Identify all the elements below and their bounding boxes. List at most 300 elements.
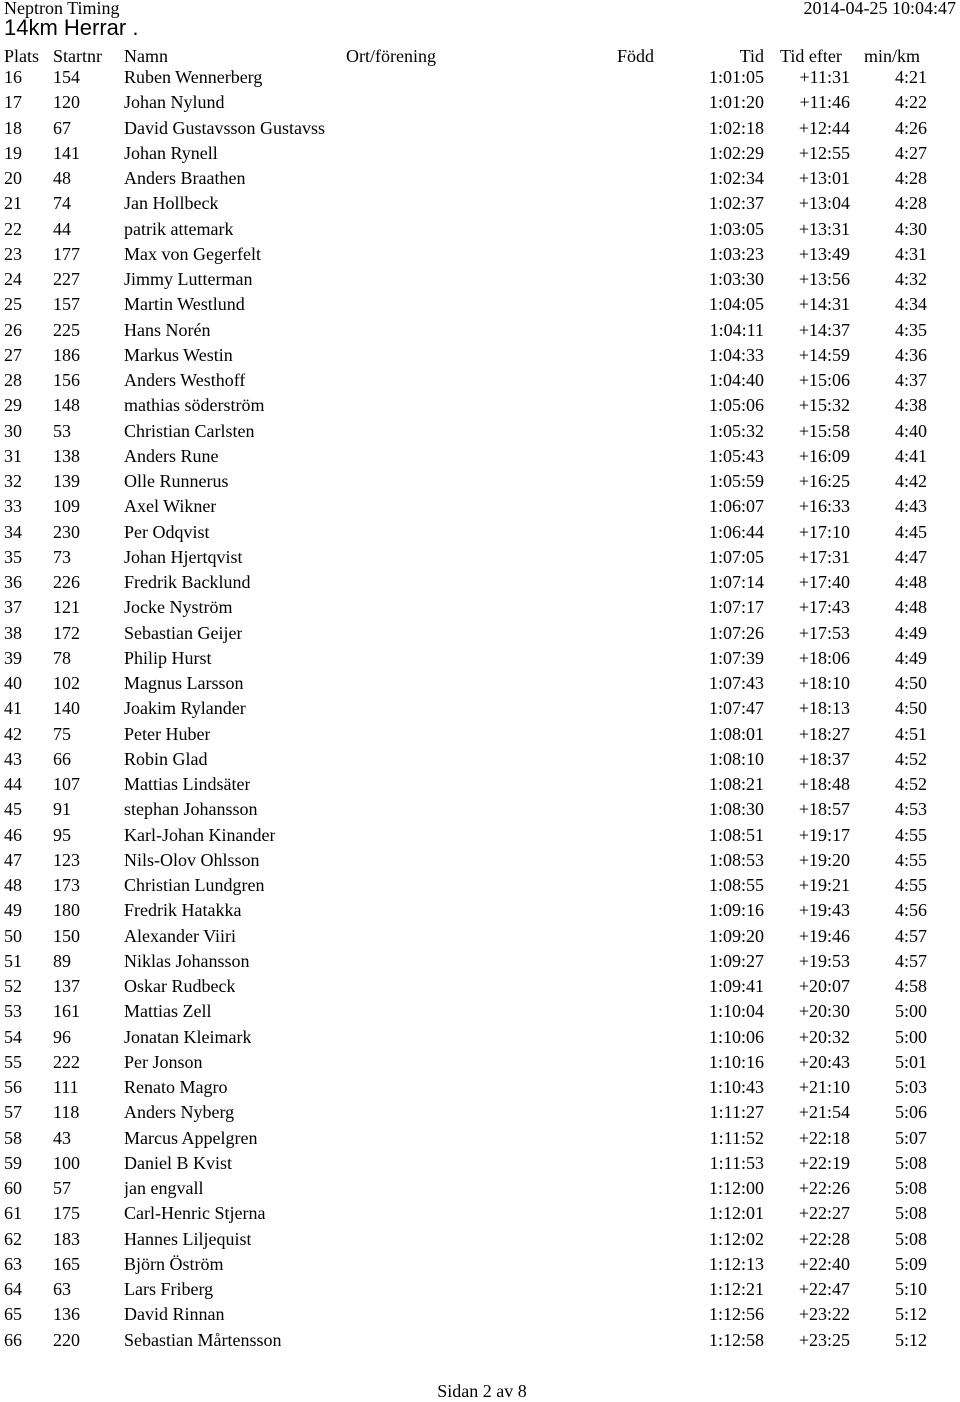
result-startnr: 227: [53, 269, 80, 289]
result-startnr: 95: [53, 824, 71, 845]
result-startnr: 43: [53, 1127, 71, 1148]
result-namn: Joakim Rylander: [124, 698, 246, 719]
result-tid: 1:02:29: [708, 142, 764, 163]
table-row: [0, 1328, 960, 1353]
result-namn: Renato Magro: [124, 1077, 228, 1097]
result-plats: 29: [4, 395, 22, 416]
result-plats: 35: [4, 546, 22, 567]
result-tid-efter: +17:53: [798, 622, 850, 643]
result-namn: Carl-Henric Stjerna: [124, 1203, 266, 1224]
result-tid: 1:11:53: [709, 1152, 764, 1173]
table-row: [0, 65, 960, 90]
result-tid-efter: +19:53: [798, 950, 850, 971]
result-plats: 31: [4, 445, 22, 466]
table-row: [0, 242, 960, 267]
result-namn: Christian Lundgren: [124, 875, 265, 895]
result-startnr: 173: [53, 875, 80, 895]
result-min-km: 5:08: [894, 1203, 927, 1224]
result-tid: 1:09:27: [708, 950, 764, 971]
result-namn: Anders Braathen: [124, 168, 246, 188]
table-row: [0, 595, 960, 620]
result-startnr: 230: [53, 521, 80, 542]
result-tid-efter: +14:59: [798, 344, 850, 365]
result-min-km: 4:37: [894, 370, 927, 390]
result-tid: 1:03:05: [708, 218, 764, 239]
table-row: [0, 848, 960, 873]
result-plats: 63: [4, 1253, 22, 1274]
column-header-startnr: Startnr: [53, 46, 102, 66]
result-startnr: 157: [53, 294, 80, 315]
result-plats: 66: [4, 1329, 22, 1350]
result-tid-efter: +22:27: [798, 1203, 850, 1224]
result-namn: Per Jonson: [124, 1051, 203, 1072]
result-tid: 1:04:11: [709, 319, 764, 340]
result-startnr: 154: [53, 67, 80, 87]
result-min-km: 4:52: [894, 748, 927, 769]
result-namn: Hans Norén: [124, 319, 211, 340]
result-tid-efter: +12:44: [798, 117, 850, 138]
result-startnr: 165: [53, 1253, 80, 1274]
table-row: [0, 1302, 960, 1327]
result-plats: 16: [4, 67, 22, 87]
result-min-km: 4:55: [894, 849, 927, 870]
result-plats: 37: [4, 597, 22, 618]
result-startnr: 73: [53, 546, 71, 567]
result-namn: Peter Huber: [124, 723, 211, 744]
result-min-km: 5:01: [894, 1051, 927, 1072]
result-tid-efter: +17:31: [798, 546, 850, 567]
result-min-km: 5:08: [894, 1178, 927, 1198]
page-footer: [0, 1381, 960, 1402]
result-min-km: 5:09: [894, 1253, 927, 1274]
result-min-km: 4:43: [894, 496, 927, 517]
result-tid: 1:08:55: [708, 875, 764, 895]
table-row: [0, 419, 960, 444]
result-plats: 58: [4, 1127, 22, 1148]
result-startnr: 96: [53, 1026, 71, 1047]
table-row: [0, 444, 960, 469]
result-min-km: 4:38: [894, 395, 927, 416]
result-min-km: 4:26: [894, 117, 927, 138]
result-tid-efter: +18:10: [798, 673, 850, 693]
result-tid: 1:04:40: [708, 370, 764, 390]
result-tid: 1:07:17: [708, 597, 764, 618]
result-startnr: 186: [53, 344, 80, 365]
table-row: [0, 1227, 960, 1252]
result-startnr: 137: [53, 976, 80, 996]
result-min-km: 4:40: [894, 420, 927, 441]
result-namn: Mattias Lindsäter: [124, 774, 251, 794]
table-row: [0, 949, 960, 974]
result-tid: 1:08:53: [708, 849, 764, 870]
table-row: [0, 898, 960, 923]
result-startnr: 141: [53, 142, 80, 163]
result-plats: 64: [4, 1279, 22, 1299]
result-tid-efter: +15:58: [798, 420, 850, 441]
table-row: [0, 1100, 960, 1125]
result-namn: Robin Glad: [124, 748, 208, 769]
result-tid: 1:10:04: [708, 1001, 764, 1022]
race-title: 14km Herrar .: [4, 15, 139, 40]
result-startnr: 111: [53, 1077, 79, 1097]
result-startnr: 220: [53, 1329, 80, 1350]
result-namn: Philip Hurst: [124, 647, 212, 668]
result-min-km: 4:27: [894, 142, 927, 163]
result-tid-efter: +20:32: [798, 1026, 850, 1047]
result-tid-efter: +14:31: [798, 294, 850, 315]
result-plats: 65: [4, 1304, 22, 1325]
result-namn: jan engvall: [124, 1178, 204, 1198]
result-startnr: 123: [53, 849, 80, 870]
result-startnr: 156: [53, 370, 80, 390]
result-tid-efter: +23:25: [798, 1329, 850, 1350]
column-header-plats: Plats: [4, 46, 40, 66]
result-min-km: 4:41: [894, 445, 927, 466]
table-row: [0, 141, 960, 166]
table-row: [0, 191, 960, 216]
result-min-km: 4:52: [894, 774, 927, 794]
result-startnr: 177: [53, 243, 80, 264]
table-row: [0, 90, 960, 115]
table-row: [0, 292, 960, 317]
result-plats: 47: [4, 849, 22, 870]
result-tid-efter: +19:46: [798, 925, 850, 946]
result-namn: Hannes Liljequist: [124, 1228, 252, 1249]
table-row: [0, 974, 960, 999]
result-min-km: 4:55: [894, 875, 927, 895]
result-tid: 1:11:27: [709, 1102, 764, 1123]
result-startnr: 100: [53, 1152, 80, 1173]
result-startnr: 140: [53, 698, 80, 719]
result-tid: 1:10:06: [708, 1026, 764, 1047]
result-plats: 51: [4, 950, 22, 971]
result-tid: 1:01:05: [708, 67, 764, 87]
result-tid-efter: +18:13: [798, 698, 850, 719]
result-min-km: 4:42: [894, 471, 927, 491]
result-plats: 42: [4, 723, 22, 744]
result-startnr: 53: [53, 420, 71, 441]
results-table: [0, 65, 960, 1353]
result-namn: Marcus Appelgren: [124, 1127, 258, 1148]
result-min-km: 5:00: [894, 1001, 927, 1022]
result-startnr: 121: [53, 597, 80, 618]
table-row: [0, 999, 960, 1024]
result-min-km: 4:45: [894, 521, 927, 542]
table-row: [0, 469, 960, 494]
result-plats: 20: [4, 168, 22, 188]
result-min-km: 4:50: [894, 698, 927, 719]
result-namn: Alexander Viiri: [124, 925, 237, 946]
result-startnr: 225: [53, 319, 80, 340]
result-plats: 54: [4, 1026, 22, 1047]
table-row: [0, 318, 960, 343]
result-tid: 1:03:23: [708, 243, 764, 264]
table-row: [0, 823, 960, 848]
result-tid-efter: +11:31: [799, 67, 850, 87]
table-row: [0, 722, 960, 747]
result-startnr: 150: [53, 925, 80, 946]
result-min-km: 4:51: [894, 723, 927, 744]
result-tid: 1:09:16: [708, 900, 764, 921]
result-namn: Johan Hjertqvist: [124, 546, 243, 567]
result-min-km: 5:12: [894, 1304, 927, 1325]
result-tid: 1:08:21: [708, 774, 764, 794]
result-tid: 1:05:06: [708, 395, 764, 416]
result-plats: 56: [4, 1077, 22, 1097]
result-plats: 27: [4, 344, 22, 365]
result-namn: stephan Johansson: [124, 799, 258, 820]
result-tid: 1:05:59: [708, 471, 764, 491]
result-plats: 34: [4, 521, 22, 542]
result-namn: mathias söderström: [124, 395, 265, 416]
table-row: [0, 873, 960, 898]
result-tid-efter: +17:10: [798, 521, 850, 542]
result-namn: Nils-Olov Ohlsson: [124, 849, 260, 870]
result-tid: 1:05:32: [708, 420, 764, 441]
result-tid: 1:12:58: [708, 1329, 764, 1350]
table-row: [0, 1201, 960, 1226]
result-tid-efter: +15:06: [798, 370, 850, 390]
result-plats: 46: [4, 824, 22, 845]
result-plats: 39: [4, 647, 22, 668]
result-tid: 1:06:44: [708, 521, 764, 542]
result-plats: 60: [4, 1178, 22, 1198]
result-startnr: 222: [53, 1051, 80, 1072]
result-tid-efter: +16:33: [798, 496, 850, 517]
result-tid: 1:03:30: [708, 269, 764, 289]
result-plats: 18: [4, 117, 22, 138]
result-min-km: 4:49: [894, 647, 927, 668]
result-min-km: 4:34: [894, 294, 927, 315]
result-tid-efter: +22:18: [798, 1127, 850, 1148]
result-tid: 1:04:05: [708, 294, 764, 315]
result-startnr: 91: [53, 799, 71, 820]
result-startnr: 78: [53, 647, 71, 668]
result-tid: 1:07:14: [708, 572, 764, 592]
result-startnr: 148: [53, 395, 80, 416]
result-tid-efter: +13:56: [798, 269, 850, 289]
result-namn: Niklas Johansson: [124, 950, 250, 971]
result-min-km: 4:53: [894, 799, 927, 820]
table-row: [0, 393, 960, 418]
column-header-fodd: Född: [617, 46, 655, 66]
result-startnr: 138: [53, 445, 80, 466]
result-tid-efter: +20:30: [798, 1001, 850, 1022]
column-header-tid-efter: Tid efter: [780, 46, 842, 66]
result-namn: Per Odqvist: [124, 521, 210, 542]
result-tid-efter: +19:21: [798, 875, 850, 895]
result-tid: 1:09:41: [708, 976, 764, 996]
result-min-km: 4:58: [894, 976, 927, 996]
result-namn: Christian Carlsten: [124, 420, 255, 441]
table-row: [0, 1050, 960, 1075]
table-row: [0, 696, 960, 721]
table-row: [0, 343, 960, 368]
result-startnr: 67: [53, 117, 71, 138]
result-plats: 32: [4, 471, 22, 491]
table-row: [0, 545, 960, 570]
result-plats: 28: [4, 370, 22, 390]
result-startnr: 226: [53, 572, 80, 592]
result-min-km: 4:31: [894, 243, 927, 264]
result-plats: 49: [4, 900, 22, 921]
result-tid: 1:10:43: [708, 1077, 764, 1097]
result-plats: 36: [4, 572, 22, 592]
result-tid: 1:07:39: [708, 647, 764, 668]
result-tid: 1:12:21: [708, 1279, 764, 1299]
column-header-ort: Ort/förening: [346, 46, 436, 66]
result-tid: 1:04:33: [708, 344, 764, 365]
result-min-km: 5:08: [894, 1152, 927, 1173]
result-tid-efter: +15:32: [798, 395, 850, 416]
table-row: [0, 924, 960, 949]
result-startnr: 172: [53, 622, 80, 643]
result-plats: 61: [4, 1203, 22, 1224]
result-namn: Jocke Nyström: [124, 597, 233, 618]
result-startnr: 183: [53, 1228, 80, 1249]
result-tid: 1:10:16: [708, 1051, 764, 1072]
result-tid-efter: +17:40: [798, 572, 850, 592]
result-min-km: 4:28: [894, 193, 927, 214]
result-tid-efter: +22:28: [798, 1228, 850, 1249]
result-tid-efter: +13:04: [798, 193, 850, 214]
result-namn: Magnus Larsson: [124, 673, 244, 693]
result-namn: Mattias Zell: [124, 1001, 212, 1022]
result-plats: 44: [4, 774, 22, 794]
result-min-km: 4:57: [894, 925, 927, 946]
result-tid-efter: +16:09: [798, 445, 850, 466]
result-namn: Johan Rynell: [124, 142, 218, 163]
result-min-km: 5:00: [894, 1026, 927, 1047]
result-startnr: 175: [53, 1203, 80, 1224]
result-namn: Fredrik Hatakka: [124, 900, 242, 921]
result-min-km: 4:22: [894, 92, 927, 113]
table-row: [0, 520, 960, 545]
result-tid-efter: +21:54: [798, 1102, 850, 1123]
result-min-km: 5:03: [894, 1077, 927, 1097]
result-tid-efter: +19:17: [798, 824, 850, 845]
result-plats: 50: [4, 925, 22, 946]
table-row: [0, 368, 960, 393]
table-row: [0, 1176, 960, 1201]
result-tid: 1:01:20: [708, 92, 764, 113]
result-tid-efter: +18:27: [798, 723, 850, 744]
table-row: [0, 797, 960, 822]
result-min-km: 4:55: [894, 824, 927, 845]
result-startnr: 118: [53, 1102, 80, 1123]
result-namn: Daniel B Kvist: [124, 1152, 232, 1173]
result-plats: 22: [4, 218, 22, 239]
result-startnr: 102: [53, 673, 80, 693]
result-namn: patrik attemark: [124, 218, 234, 239]
result-startnr: 120: [53, 92, 80, 113]
table-row: [0, 570, 960, 595]
result-namn: David Rinnan: [124, 1304, 225, 1325]
page-header: [0, 0, 960, 20]
result-tid-efter: +19:20: [798, 849, 850, 870]
table-row: [0, 621, 960, 646]
result-namn: Johan Nylund: [124, 92, 225, 113]
result-plats: 30: [4, 420, 22, 441]
result-namn: Jan Hollbeck: [124, 193, 219, 214]
result-tid-efter: +12:55: [798, 142, 850, 163]
result-min-km: 5:06: [894, 1102, 927, 1123]
result-startnr: 75: [53, 723, 71, 744]
result-tid-efter: +20:07: [798, 976, 850, 996]
result-plats: 48: [4, 875, 22, 895]
result-startnr: 109: [53, 496, 80, 517]
result-tid-efter: +22:40: [798, 1253, 850, 1274]
result-min-km: 4:56: [894, 900, 927, 921]
table-row: [0, 116, 960, 141]
result-tid: 1:12:56: [708, 1304, 764, 1325]
result-min-km: 4:48: [894, 572, 927, 592]
result-namn: Anders Rune: [124, 445, 219, 466]
result-tid-efter: +13:49: [798, 243, 850, 264]
column-header-min-km: min/km: [864, 46, 921, 66]
result-plats: 24: [4, 269, 22, 289]
result-plats: 40: [4, 673, 22, 693]
result-namn: Jonatan Kleimark: [124, 1026, 252, 1047]
result-startnr: 74: [53, 193, 71, 214]
table-row: [0, 772, 960, 797]
table-row: [0, 1025, 960, 1050]
timing-system-name: Neptron Timing: [4, 0, 120, 18]
result-min-km: 5:12: [894, 1329, 927, 1350]
column-header-tid: Tid: [739, 46, 764, 66]
result-plats: 59: [4, 1152, 22, 1173]
result-namn: Olle Runnerus: [124, 471, 229, 491]
result-namn: Max von Gegerfelt: [124, 243, 261, 264]
result-tid-efter: +23:22: [798, 1304, 850, 1325]
result-startnr: 180: [53, 900, 80, 921]
result-plats: 26: [4, 319, 22, 340]
table-row: [0, 267, 960, 292]
result-tid: 1:02:34: [708, 168, 764, 188]
result-min-km: 4:48: [894, 597, 927, 618]
result-min-km: 4:32: [894, 269, 927, 289]
result-min-km: 4:36: [894, 344, 927, 365]
result-plats: 25: [4, 294, 22, 315]
result-plats: 19: [4, 142, 22, 163]
result-tid: 1:07:43: [708, 673, 764, 693]
table-row: [0, 1126, 960, 1151]
table-row: [0, 1277, 960, 1302]
result-plats: 38: [4, 622, 22, 643]
result-plats: 21: [4, 193, 22, 214]
result-startnr: 57: [53, 1178, 71, 1198]
result-namn: Sebastian Geijer: [124, 622, 243, 643]
result-namn: Anders Nyberg: [124, 1102, 235, 1123]
result-min-km: 4:21: [894, 67, 927, 87]
result-tid-efter: +18:37: [798, 748, 850, 769]
result-namn: Markus Westin: [124, 344, 233, 365]
result-plats: 23: [4, 243, 22, 264]
result-min-km: 5:10: [894, 1279, 927, 1299]
result-min-km: 4:57: [894, 950, 927, 971]
result-tid-efter: +13:31: [798, 218, 850, 239]
result-tid: 1:06:07: [708, 496, 764, 517]
result-tid-efter: +20:43: [798, 1051, 850, 1072]
result-namn: Karl-Johan Kinander: [124, 824, 276, 845]
result-startnr: 107: [53, 774, 80, 794]
result-tid-efter: +18:48: [798, 774, 850, 794]
result-tid: 1:07:05: [708, 546, 764, 567]
result-plats: 52: [4, 976, 22, 996]
result-tid-efter: +19:43: [798, 900, 850, 921]
result-tid: 1:08:30: [708, 799, 764, 820]
table-row: [0, 671, 960, 696]
